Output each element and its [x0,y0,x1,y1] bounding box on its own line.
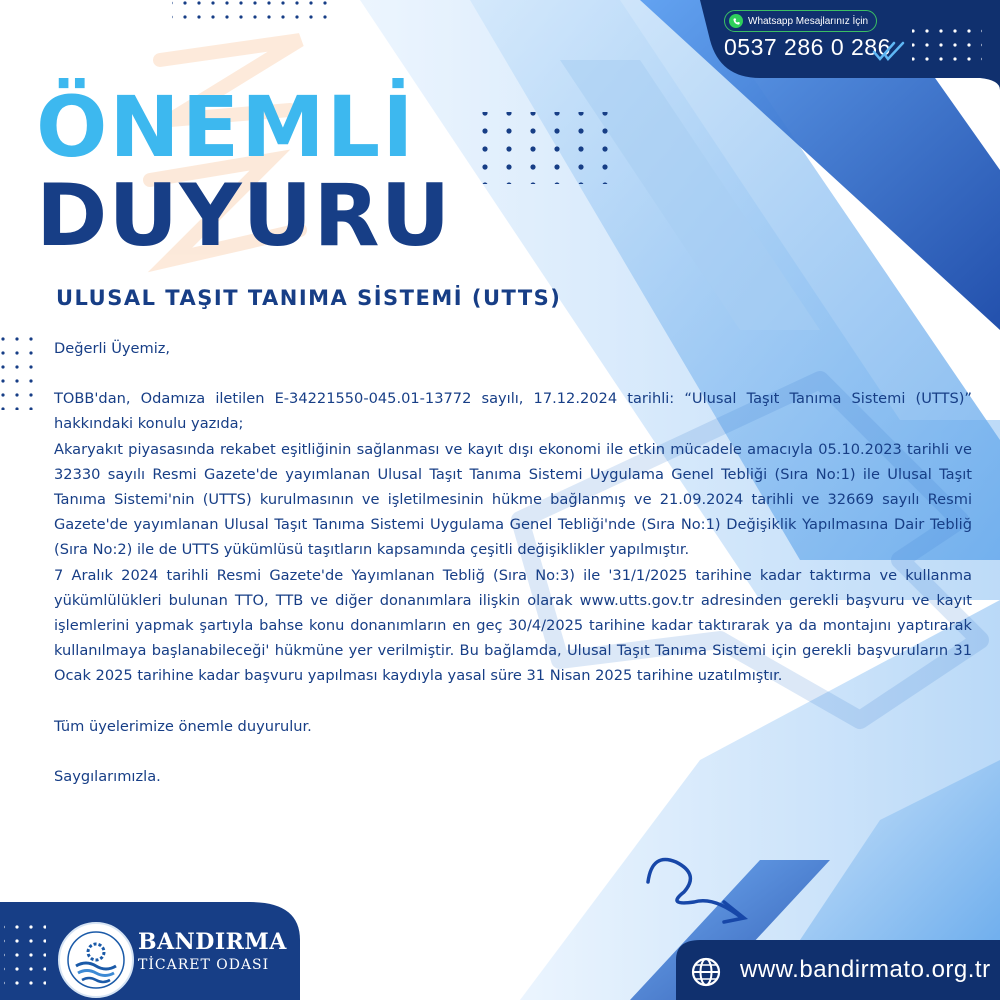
org-name-line-1: BANDIRMA [138,929,287,955]
globe-icon [690,956,722,988]
dot-strip-top [172,0,332,20]
whatsapp-pill[interactable] [724,10,877,32]
paragraph-2: Akaryakıt piyasasında rekabet eşitliğinin sağlanması ve kayıt dışı ekonomi ile etkin mücadele amacıyla 05.10.2023 tarihli ve 32330 sayılı Resmi Gazete'de yayımlanan Ulusal Taşıt Tanıma Sistemi Uygulama Genel Tebliği (Sıra No:1) ile Ulusal Taşıt Tanıma Sistemi'nin (UTTS) kurulmasının ve işletilmesinin hükme bağlanmış ve 21.09.2024 tarihli ve 32669 sayılı Resmi Gazete'de yayımlanan Ulusal Taşıt Tanıma Sistemi Uygulama Genel Tebliği'nde (Sıra No:1) Değişiklik Yapılmasına Dair Tebliğ (Sıra No:2) ile de UTTS yükümlüsü taşıtların kapsamında çeşitli değişiklikler yapılmıştır. [54,440,972,559]
phone-number[interactable]: 0537 286 0 286 [724,34,891,60]
notice-line: Tüm üyelerimize önemle duyurulur. [54,717,312,735]
dot-cluster-mid [468,112,612,184]
greeting: Değerli Üyemiz, [54,340,171,357]
closing-line: Saygılarımızla. [54,767,161,785]
announcement-subtitle: ULUSAL TAŞIT TANIMA SİSTEMİ (UTTS) [56,286,562,310]
whatsapp-label: Whatsapp Mesajlarınız İçin [748,15,869,27]
announcement-body [54,336,972,789]
chamber-logo [58,922,134,998]
paragraph-1: TOBB'dan, Odamıza iletilen E-34221550-045.01-13772 sayılı, 17.12.2024 tarihli: “Ulusal Taşıt Tanıma Sistemi (UTTS)” hakkındaki konulu yazıda; [54,390,972,433]
title-line-2: DUYURU [36,166,452,266]
whatsapp-icon [729,14,743,28]
dot-column-left [0,330,40,410]
dot-grid-top-right [912,22,982,70]
chamber-logo-art [60,924,132,996]
paragraph-3: 7 Aralık 2024 tarihli Resmi Gazete'de Yayımlanan Tebliğ (Sıra No:3) ile '31/1/2025 tarihine kadar taktırma ve kullanma yükümlülükleri bulunan TTO, TTB ve diğer donanımlara ilişkin olarak www.utts.gov.tr adresinden gerekli başvuru ve kayıt işlemlerini yapmak şartıyla bahse konu donanımların en geç 30/4/2025 tarihine kadar taktırarak ya da montajını yaptırarak kullanılmaya başlanabileceği' hükmüne yer verilmiştir. Bu bağlamda, Ulusal Taşıt Tanıma Sistemi için gerekli başvuruların 31 Ocak 2025 tarihine kadar başvuru yapılması kaydıyla yasal süre 31 Nisan 2025 tarihine uzatılmıştır. [54,566,972,685]
title-line-1: ÖNEMLİ [36,78,416,176]
double-check-icon [872,40,906,62]
org-name-line-2: TİCARET ODASI [138,957,270,973]
website-link[interactable]: www.bandirmato.org.tr [740,956,991,983]
dot-grid-bottom-left [4,922,46,992]
